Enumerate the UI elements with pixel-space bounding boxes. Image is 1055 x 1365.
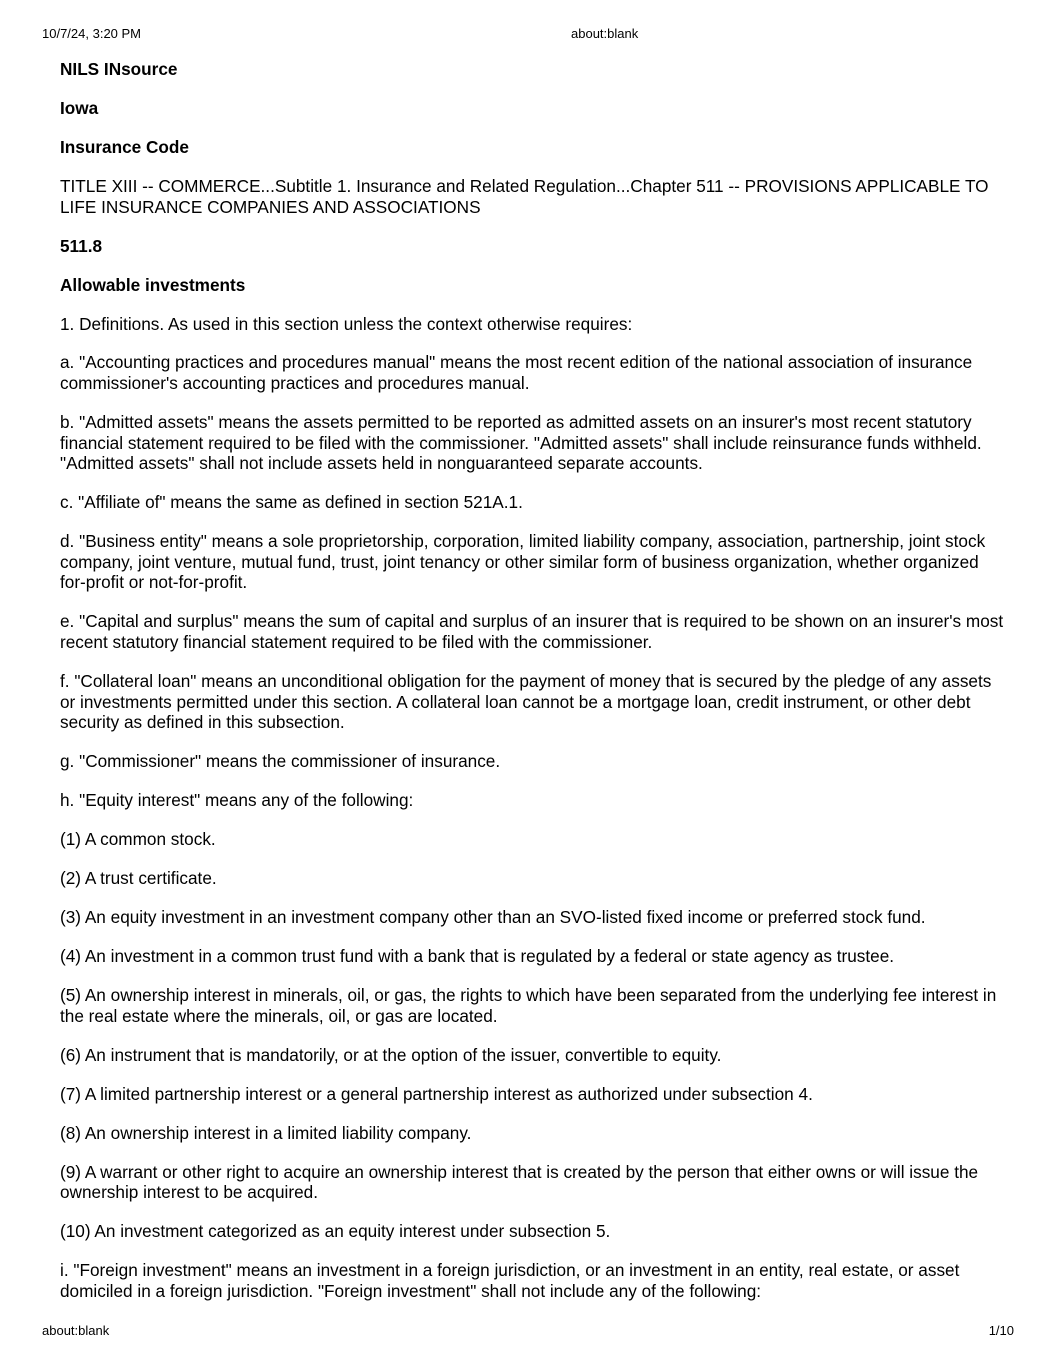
document-body [60, 59, 1005, 1320]
paragraph-h-4: (4) An investment in a common trust fund with a bank that is regulated by a federal or state agency as trustee. [60, 946, 895, 967]
page-number: 1/10 [988, 1323, 1014, 1338]
code-heading: Insurance Code [60, 136, 189, 157]
paragraph-h: h. "Equity interest" means any of the following: [60, 790, 414, 811]
paragraph-b: b. "Admitted assets" means the assets permitted to be reported as admitted assets on an insurer's most recent statutory financial statement required to be filed with the commissioner. "Admitted assets" shall include reinsurance funds withheld. "Admitted assets" shall not include assets held in nonguaranteed separate accounts. [60, 412, 982, 474]
print-datetime: 10/7/24, 3:20 PM [42, 26, 142, 41]
paragraph-c: c. "Affiliate of" means the same as defined in section 521A.1. [60, 492, 523, 513]
paragraph-f: f. "Collateral loan" means an unconditional obligation for the payment of money that is secured by the pledge of any assets or investments permitted under this section. A collateral loan cannot be a mortgage loan, credit instrument, or other debt security as defined in this subsection. [60, 670, 992, 733]
breadcrumb: TITLE XIII -- COMMERCE...Subtitle 1. Insurance and Related Regulation...Chapter 511 -- PROVISIONS APPLICABLE TO LIFE INSURANCE COMPANIES AND ASSOCIATIONS [60, 175, 989, 217]
paragraph-h-2: (2) A trust certificate. [60, 868, 217, 889]
paragraph-h-9: (9) A warrant or other right to acquire an ownership interest that is created by the person that either owns or will issue the ownership interest to be acquired. [60, 1161, 979, 1203]
paragraph-h-5: (5) An ownership interest in minerals, oil, or gas, the rights to which have been separated from the underlying fee interest in the real estate where the minerals, oil, or gas are located. [60, 985, 997, 1026]
paragraph-h-10: (10) An investment categorized as an equity interest under subsection 5. [60, 1221, 611, 1242]
paragraph-h-8: (8) An ownership interest in a limited liability company. [60, 1122, 472, 1143]
paragraph-h-7: (7) A limited partnership interest or a general partnership interest as authorized under subsection 4. [60, 1083, 813, 1104]
paragraph-i: i. "Foreign investment" means an investment in a foreign jurisdiction, or an investment in an entity, real estate, or asset domiciled in a foreign jurisdiction. "Foreign investment" shall not include any of the following: [60, 1260, 960, 1301]
paragraph-a: a. "Accounting practices and procedures manual" means the most recent edition of the national association of insurance commissioner's accounting practices and procedures manual. [60, 352, 973, 394]
paragraph-e: e. "Capital and surplus" means the sum of capital and surplus of an insurer that is required to be shown on an insurer's most recent statutory financial statement required to be filed with the commissioner. [60, 611, 1004, 652]
paragraph-h-6: (6) An instrument that is mandatorily, or at the option of the issuer, convertible to equity. [60, 1044, 722, 1065]
paragraph-definitions: 1. Definitions. As used in this section unless the context otherwise requires: [60, 313, 633, 334]
paragraph-h-1: (1) A common stock. [60, 829, 216, 850]
print-header-url: about:blank [571, 26, 639, 41]
paragraph-d: d. "Business entity" means a sole proprietorship, corporation, limited liability company, association, partnership, joint stock company, joint venture, mutual fund, trust, joint tenancy or other similar form of business organization, whether organized for-profit or not-for-profit. [60, 531, 986, 593]
paragraph-g: g. "Commissioner" means the commissioner of insurance. [60, 751, 501, 772]
publisher-heading: NILS INsource [60, 59, 178, 79]
state-heading: Iowa [60, 97, 99, 118]
paragraph-h-3: (3) An equity investment in an investment company other than an SVO-listed fixed income or preferred stock fund. [60, 907, 926, 928]
section-number: 511.8 [60, 235, 103, 256]
print-footer-url: about:blank [42, 1323, 110, 1338]
section-title: Allowable investments [60, 274, 246, 295]
